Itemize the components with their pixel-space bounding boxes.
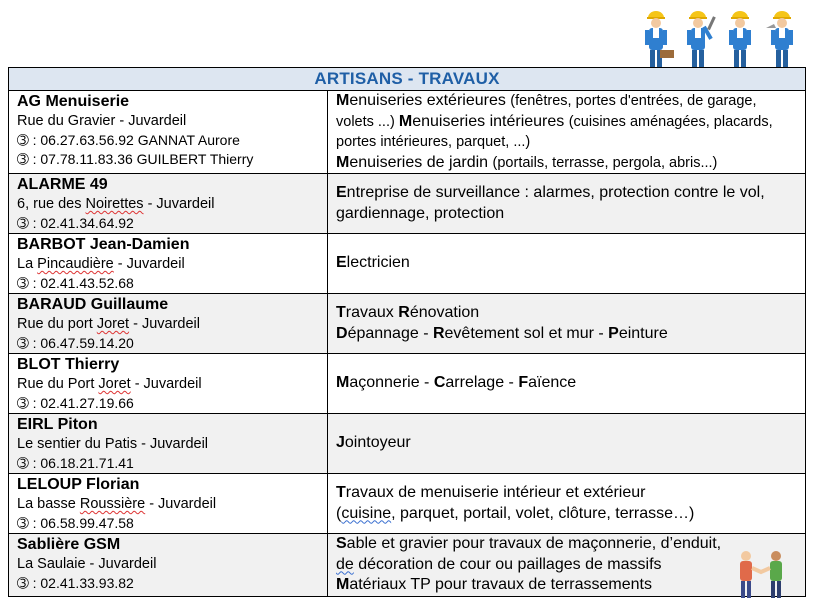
table-row xyxy=(9,234,806,294)
phone: ➂ : 02.41.43.52.68 xyxy=(17,275,134,291)
contact-cell xyxy=(9,414,328,474)
services-cell: Maçonnerie - Carrelage - Faïence xyxy=(328,354,806,414)
company-name: LELOUP Florian xyxy=(17,476,140,493)
spellcheck-word: Joret xyxy=(98,376,131,392)
table-row xyxy=(9,174,806,234)
services-cell xyxy=(328,234,806,294)
contact-cell xyxy=(9,534,328,597)
service-text: lectricien xyxy=(346,254,410,272)
initial: M xyxy=(336,153,350,171)
spellcheck-word: cuisine xyxy=(341,504,392,522)
services-cell xyxy=(328,91,806,174)
company-name: BARAUD Guillaume xyxy=(17,296,169,313)
phone: ➂ : 06.18.21.71.41 xyxy=(17,455,134,471)
table-row xyxy=(9,414,806,474)
service-detail: (portails, terrasse, pergola, abris...) xyxy=(492,154,718,171)
table-title: ARTISANS - TRAVAUX xyxy=(9,68,806,91)
company-name: EIRL Piton xyxy=(17,416,98,433)
spellcheck-word: Noirettes xyxy=(85,196,144,212)
company-name: BLOT Thierry xyxy=(17,356,120,373)
initial: E xyxy=(336,254,347,272)
address: Rue du Gravier - Juvardeil xyxy=(17,113,187,129)
phone: ➂ : 02.41.33.93.82 xyxy=(17,575,134,591)
company-name: Sablière GSM xyxy=(17,536,121,553)
address: La Pincaudière - Juvardeil xyxy=(17,256,185,272)
contact-cell xyxy=(9,174,328,234)
table-row xyxy=(9,294,806,354)
contact-cell xyxy=(9,354,328,414)
initial: T xyxy=(336,484,346,501)
initial: J xyxy=(336,434,345,452)
table-row xyxy=(9,534,806,597)
spellcheck-word: de xyxy=(336,555,354,573)
services-cell: Sable et gravier pour travaux de maçonnerie, d’enduit, de décoration de cour ou paillages de massifs Matériaux TP pour travaux de terrassements xyxy=(328,534,806,597)
contact-cell xyxy=(9,91,328,174)
initial: M xyxy=(398,112,413,130)
spellcheck-word: Pincaudière xyxy=(37,256,114,272)
spellcheck-word: Joret xyxy=(96,316,130,332)
services-cell xyxy=(328,174,806,234)
address: La basse Roussière - Juvardeil xyxy=(17,496,217,512)
address: Le sentier du Patis - Juvardeil xyxy=(17,436,209,452)
contact-cell xyxy=(9,234,328,294)
service-detail: (fenêtres, portes d'entrées, de garage, volets ...) xyxy=(336,93,757,130)
service-text: ointoyeur xyxy=(344,434,411,452)
table-row xyxy=(9,474,806,534)
service-text: ravaux de menuiserie intérieur et extérieur xyxy=(345,484,646,501)
initial: E xyxy=(336,184,347,201)
spellcheck-word: Roussière xyxy=(79,496,146,512)
handshake-illustration xyxy=(732,548,790,600)
initial: M xyxy=(336,92,350,109)
table-row xyxy=(9,354,806,414)
contact-cell xyxy=(9,294,328,354)
phone: ➂ : 06.58.99.47.58 xyxy=(17,515,134,531)
services-cell: Travaux de menuiserie intérieur et extérieur (cuisine, parquet, portail, volet, clôture, terrasse…) xyxy=(328,474,806,534)
services-cell xyxy=(328,414,806,474)
service-text: enuiseries extérieures xyxy=(349,92,511,109)
contact-cell xyxy=(9,474,328,534)
phone: ➂ : 02.41.27.19.66 xyxy=(17,395,134,411)
service-text: ntreprise de surveillance : alarmes, protection contre le vol, gardiennage, protection xyxy=(336,184,765,222)
artisans-directory-table xyxy=(8,67,806,597)
address: 6, rue des Noirettes - Juvardeil xyxy=(17,196,215,212)
address: Rue du Port Joret - Juvardeil xyxy=(17,376,202,392)
address: La Saulaie - Juvardeil xyxy=(17,556,157,572)
company-name: ALARME 49 xyxy=(17,176,108,193)
phone: ➂ : 07.78.11.83.36 GUILBERT Thierry xyxy=(17,151,254,167)
service-detail: (cuisines aménagées, placards, portes intérieures, parquet, ...) xyxy=(336,113,773,150)
phone: ➂ : 06.27.63.56.92 GANNAT Aurore xyxy=(17,132,240,148)
company-name: AG Menuiserie xyxy=(17,93,130,110)
services-cell: Travaux Rénovation Dépannage - Revêtement sol et mur - Peinture xyxy=(328,294,806,354)
service-text: enuiseries intérieures xyxy=(412,112,569,130)
table-row xyxy=(9,91,806,174)
service-text: enuiseries de jardin xyxy=(349,153,493,171)
address: Rue du port Joret - Juvardeil xyxy=(17,316,200,332)
phone: ➂ : 02.41.34.64.92 xyxy=(17,215,134,231)
company-name: BARBOT Jean-Damien xyxy=(17,236,190,253)
phone: ➂ : 06.47.59.14.20 xyxy=(17,335,134,351)
